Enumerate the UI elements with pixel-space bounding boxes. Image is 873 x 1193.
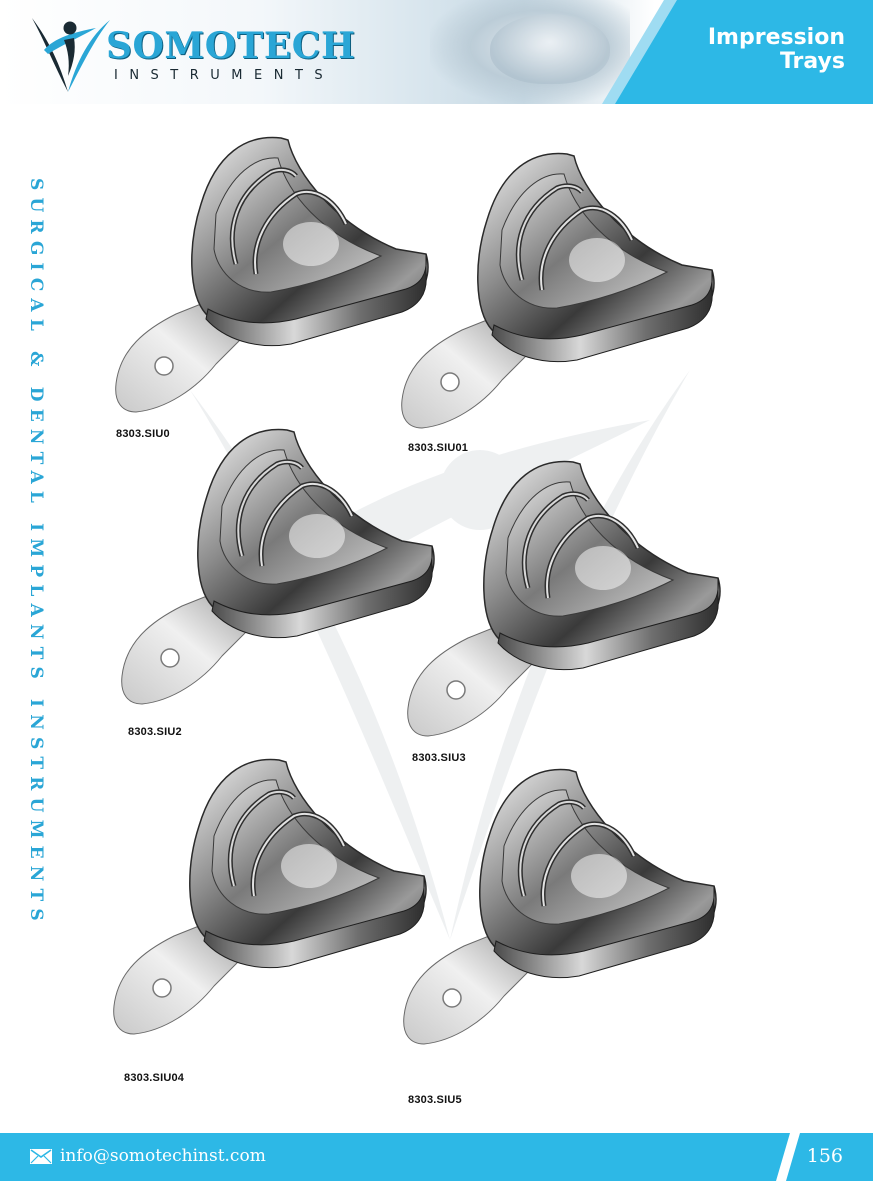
side-category-title: SURGICAL & DENTAL IMPLANTS INSTRUMENTS [26, 178, 46, 928]
product-item [392, 150, 722, 440]
impression-tray-image [394, 766, 724, 1076]
section-title [708, 26, 845, 74]
impression-tray-image [104, 756, 434, 1066]
brand-logo [24, 10, 384, 96]
product-item [106, 134, 436, 424]
product-code: 8303.SIU01 [408, 442, 469, 454]
footer-bottom-margin [0, 1181, 873, 1193]
product-item [112, 426, 442, 716]
brand-name: SOMOTECH [106, 25, 356, 67]
impression-tray-image [392, 150, 722, 440]
product-code: 8303.SIU2 [128, 726, 182, 738]
impression-tray-image [106, 134, 436, 424]
impression-tray-image [398, 458, 728, 748]
contact-email[interactable]: info@somotechinst.com [60, 1146, 266, 1166]
product-code: 8303.SIU04 [124, 1072, 185, 1084]
product-item [398, 458, 728, 748]
logo-figure-icon [24, 10, 114, 96]
product-code: 8303.SIU5 [408, 1094, 462, 1106]
product-item [104, 756, 434, 1066]
dental-photo [430, 0, 630, 104]
brand-subtitle: INSTRUMENTS [114, 68, 335, 83]
product-item [394, 766, 724, 1076]
section-title-line1: Impression [707, 25, 845, 50]
page-number: 156 [806, 1145, 843, 1167]
product-code: 8303.SIU3 [412, 752, 466, 764]
envelope-icon [30, 1149, 52, 1164]
impression-tray-image [112, 426, 442, 716]
section-title-line2: Trays [779, 49, 845, 74]
product-code: 8303.SIU0 [116, 428, 170, 440]
